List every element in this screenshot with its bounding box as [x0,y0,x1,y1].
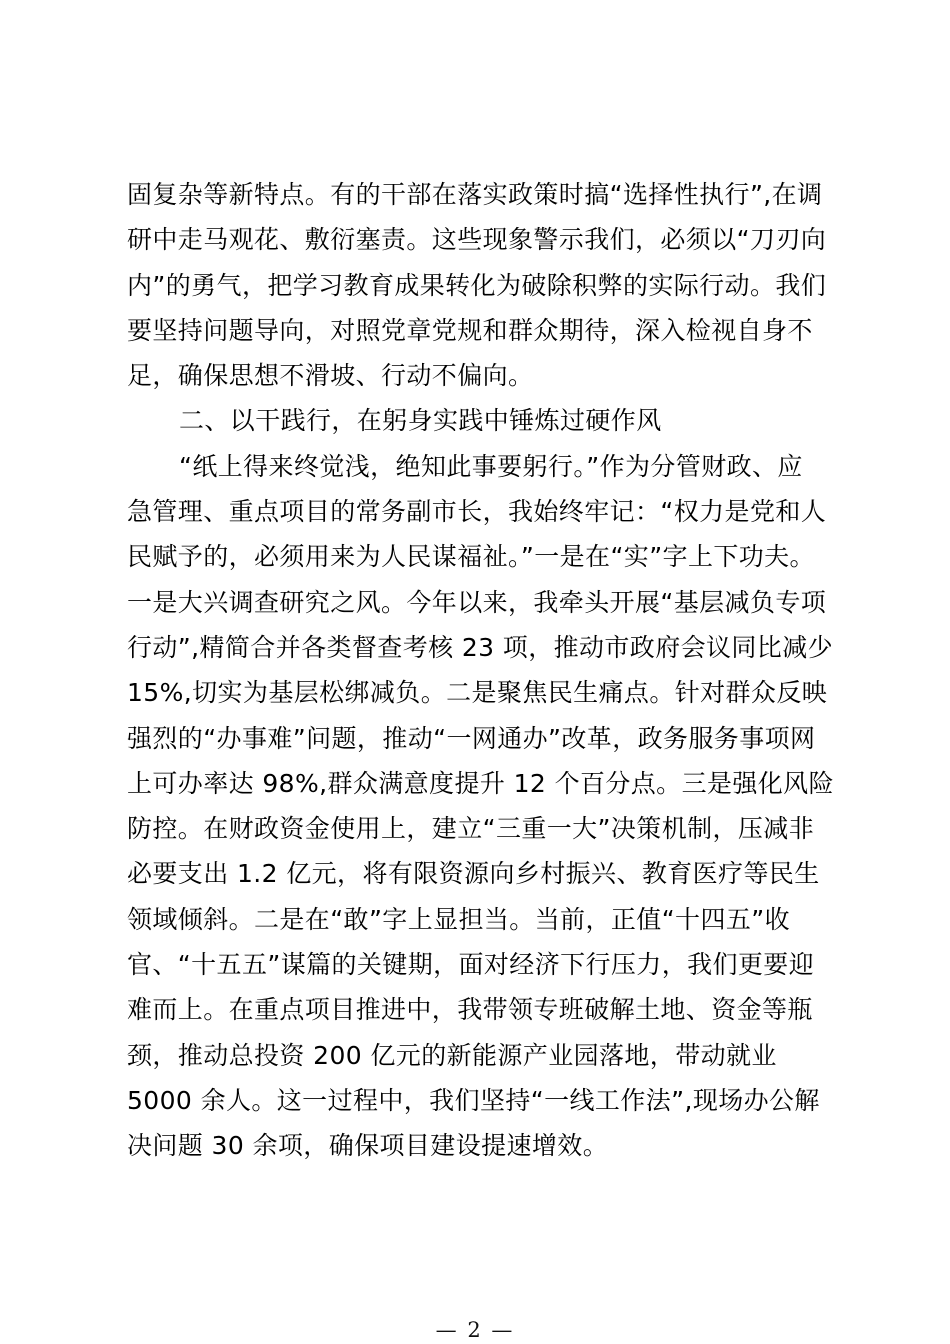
text-line: 急管理、重点项目的常务副市长，我始终牢记：“权力是党和人 [127,497,827,527]
text-line: 上可办率达 98%,群众满意度提升 12 个百分点。三是强化风险 [127,768,834,798]
text-line: “纸上得来终觉浅，绝知此事要躬行。”作为分管财政、应 [179,451,803,481]
text-line: 15%,切实为基层松绑减负。二是聚焦民生痛点。针对群众反映 [127,678,828,708]
text-line: 行动”,精简合并各类督查考核 23 项，推动市政府会议同比减少 [127,632,834,662]
page-number: — 2 — [435,1318,515,1342]
text-line: 颈，推动总投资 200 亿元的新能源产业园落地，带动就业 [127,1040,777,1070]
text-line: 难而上。在重点项目推进中，我带领专班破解土地、资金等瓶 [127,995,813,1025]
text-line: 研中走马观花、敷衍塞责。这些现象警示我们，必须以“刀刃向 [127,225,827,255]
text-line: 内”的勇气，把学习教育成果转化为破除积弊的实际行动。我们 [127,270,827,300]
text-line: 防控。在财政资金使用上，建立“三重一大”决策机制，压减非 [127,814,815,844]
text-line: 必要支出 1.2 亿元，将有限资源向乡村振兴、教育医疗等民生 [127,859,820,889]
text-line: 足，确保思想不滑坡、行动不偏向。 [127,361,534,391]
text-line: 一是大兴调查研究之风。今年以来，我牵头开展“基层减负专项 [127,587,827,617]
text-line: 官、“十五五”谋篇的关键期，面对经济下行压力，我们更要迎 [127,950,815,980]
text-line: 要坚持问题导向，对照党章党规和群众期待，深入检视自身不 [127,315,813,345]
text-line: 强烈的“办事难”问题，推动“一网通办”改革，政务服务事项网 [127,723,816,753]
text-line: 决问题 30 余项，确保项目建设提速增效。 [127,1131,609,1161]
text-line: 领域倾斜。二是在“敢”字上显担当。当前，正值“十四五”收 [127,904,791,934]
text-line: 5000 余人。这一过程中，我们坚持“一线工作法”,现场办公解 [127,1085,820,1115]
text-line: 民赋予的，必须用来为人民谋福祉。”一是在“实”字上下功夫。 [127,542,815,572]
body-text [127,172,834,1169]
section-heading: 二、以干践行，在躬身实践中锤炼过硬作风 [179,406,662,436]
text-line: 固复杂等新特点。有的干部在落实政策时搞“选择性执行”,在调 [127,180,823,209]
